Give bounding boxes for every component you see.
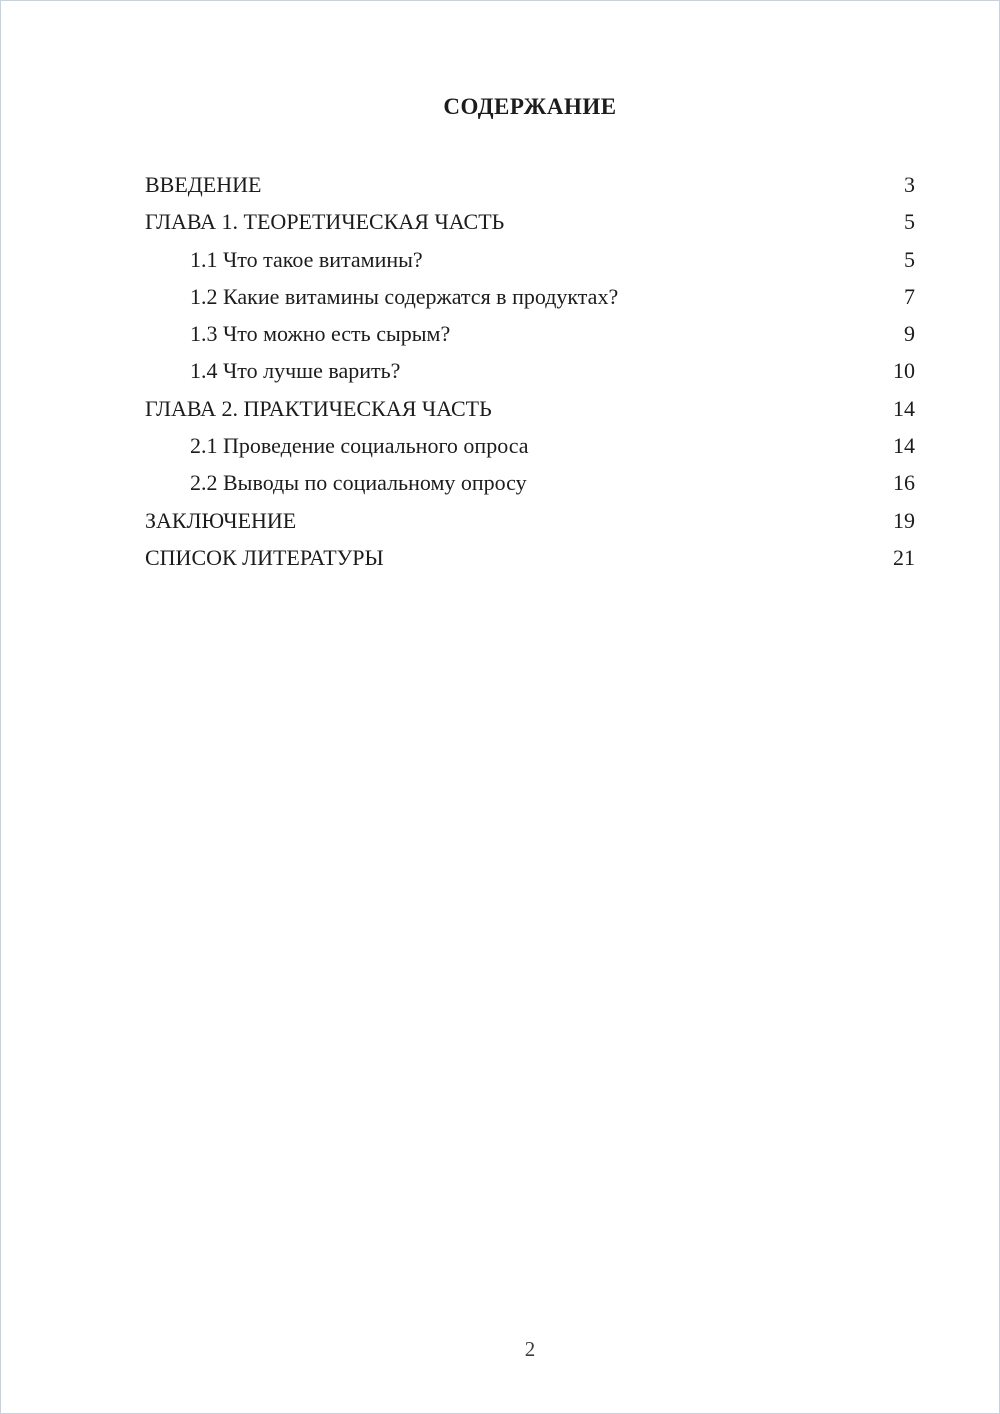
toc-entry-label: ГЛАВА 2. ПРАКТИЧЕСКАЯ ЧАСТЬ [145, 395, 492, 421]
toc-entry-page: 14 [893, 395, 915, 421]
toc-row [145, 278, 915, 315]
toc-row [145, 390, 915, 427]
toc-row [145, 241, 915, 278]
toc-row [145, 427, 915, 464]
toc-list [145, 166, 915, 576]
toc-entry-page: 21 [893, 544, 915, 570]
toc-row [145, 539, 915, 576]
page-title: СОДЕРЖАНИЕ [443, 94, 617, 119]
toc-entry-page: 9 [904, 321, 915, 347]
toc-entry-label: 2.2 Выводы по социальному опросу [190, 470, 527, 496]
toc-row [145, 502, 915, 539]
toc-entry-label: ЗАКЛЮЧЕНИЕ [145, 507, 297, 533]
toc-row [145, 166, 915, 203]
toc-entry-label: 1.1 Что такое витамины? [190, 246, 423, 272]
toc-entry-page: 19 [893, 507, 915, 533]
toc-entry-label: СПИСОК ЛИТЕРАТУРЫ [145, 544, 384, 570]
toc-entry-page: 5 [904, 246, 915, 272]
toc-entry-page: 10 [893, 358, 915, 384]
toc-entry-page: 14 [893, 433, 915, 459]
toc-entry-label: 1.4 Что лучше варить? [190, 358, 401, 384]
toc-entry-label: ГЛАВА 1. ТЕОРЕТИЧЕСКАЯ ЧАСТЬ [145, 209, 505, 235]
toc-entry-page: 5 [904, 209, 915, 235]
toc-entry-page: 3 [904, 172, 915, 197]
page-number: 2 [524, 1337, 536, 1361]
toc-row [145, 464, 915, 501]
toc-entry-label: 2.1 Проведение социального опроса [190, 433, 529, 459]
toc-entry-page: 16 [893, 470, 915, 496]
toc-entry-label: 1.2 Какие витамины содержатся в продуктах? [190, 283, 619, 309]
toc-entry-label: ВВЕДЕНИЕ [145, 172, 262, 197]
toc-row [145, 315, 915, 352]
toc-row [145, 352, 915, 389]
toc-row [145, 203, 915, 240]
toc-entry-page: 7 [904, 283, 915, 309]
toc-entry-label: 1.3 Что можно есть сырым? [190, 321, 451, 347]
